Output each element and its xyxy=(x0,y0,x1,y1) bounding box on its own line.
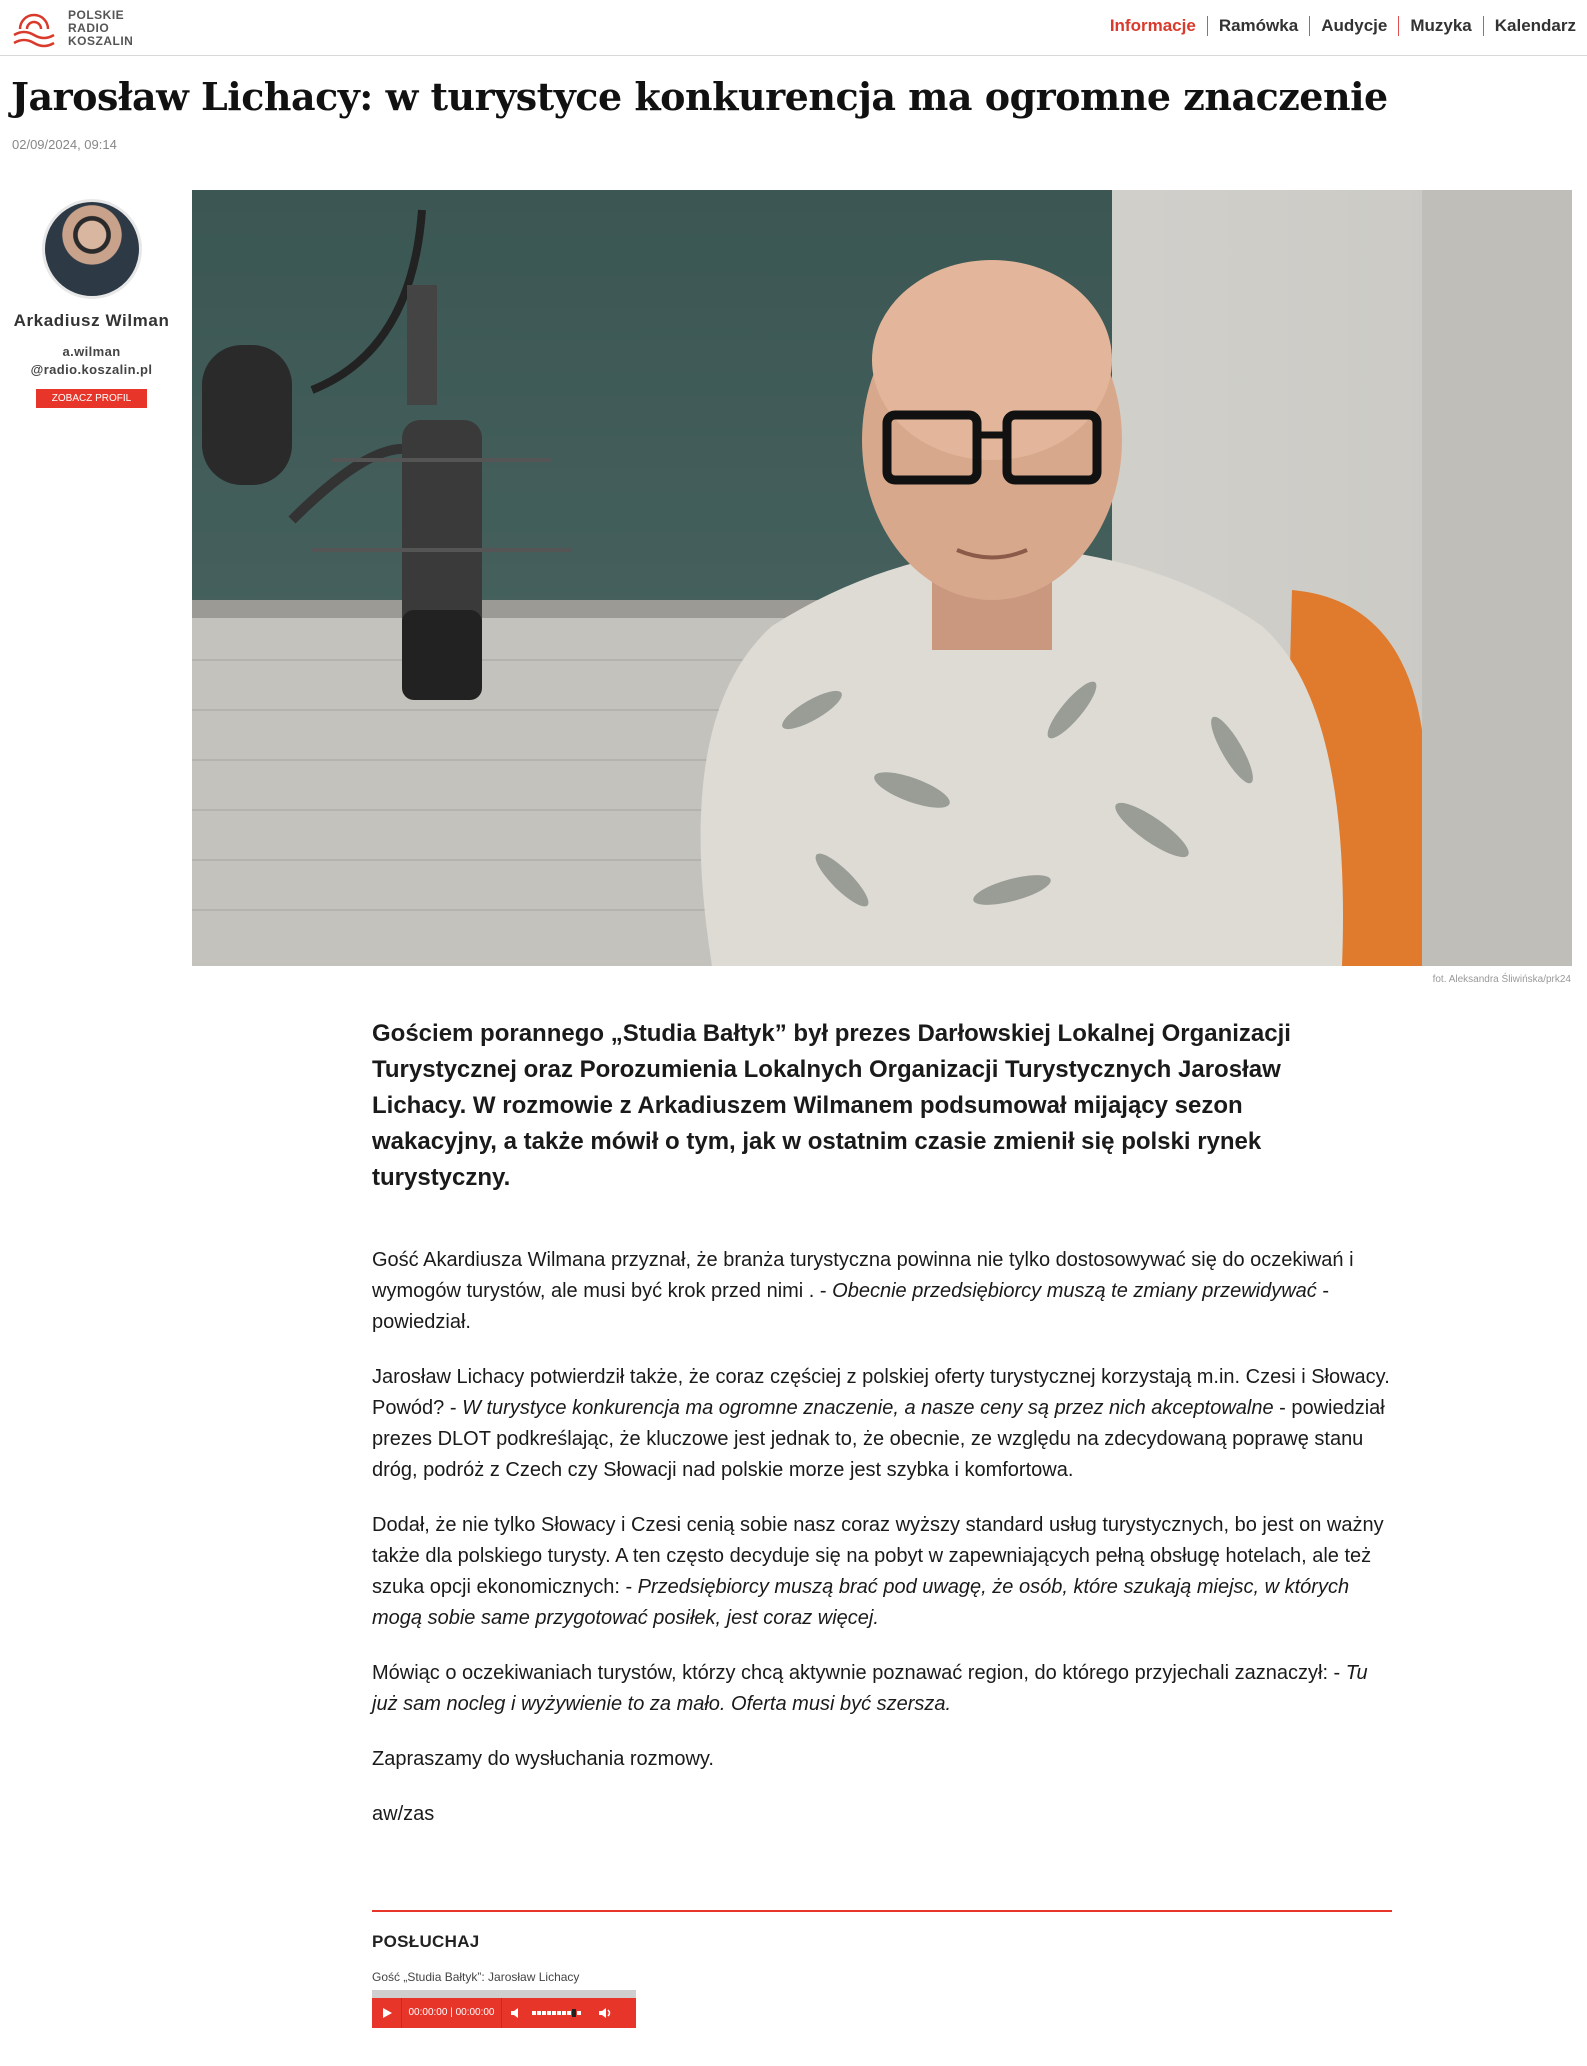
radio-logo-icon xyxy=(10,5,64,51)
nav-item-audycje[interactable]: Audycje xyxy=(1309,16,1398,36)
article-body xyxy=(372,1245,1392,1854)
paragraph-4 xyxy=(372,1658,1392,1720)
logo-line-2: RADIO xyxy=(68,20,110,35)
nav-item-muzyka[interactable]: Muzyka xyxy=(1398,16,1482,36)
view-profile-button[interactable]: ZOBACZ PROFIL xyxy=(36,389,147,408)
author-email xyxy=(0,343,183,379)
play-icon xyxy=(381,2007,393,2019)
photo-caption: fot. Aleksandra Śliwińska/prk24 xyxy=(1432,974,1571,985)
volume-max-icon xyxy=(598,2007,612,2019)
article-title: Jarosław Lichacy: w turystyce konkurencja ma ogromne znaczenie xyxy=(11,74,1388,119)
article-lead: Gościem porannego „Studia Bałtyk” był prezes Darłowskiej Lokalnej Organizacji Turystycznej oraz Porozumienia Lokalnych Organizacji Turystycznych Jarosław Lichacy. W rozmowie z Arkadiuszem Wilmanem podsumował mijający sezon wakacyjny, a także mówił o tym, jak w ostatnim czasie zmienił się polski rynek turystyczny. xyxy=(372,1020,1291,1191)
p1-text-b: - powiedział. xyxy=(372,1280,1329,1333)
audio-time: 00:00:00 | 00:00:00 xyxy=(402,1998,502,2028)
paragraph-5: Zapraszamy do wysłuchania rozmowy. xyxy=(372,1748,714,1770)
nav-item-informacje[interactable]: Informacje xyxy=(1109,16,1196,35)
paragraph-6: aw/zas xyxy=(372,1803,435,1825)
p4-text-a: Mówiąc o oczekiwaniach turystów, którzy chcą aktywnie poznawać region, do którego przyjechali zaznaczył: - xyxy=(372,1662,1346,1684)
p4-quote: Tu już sam nocleg i wyżywienie to za mało. Oferta musi być szersza. xyxy=(372,1662,1368,1715)
p1-quote: Obecnie przedsiębiorcy muszą te zmiany przewidywać xyxy=(832,1280,1317,1302)
audio-progress-bar[interactable] xyxy=(372,1990,636,1998)
author-email-line-2: @radio.koszalin.pl xyxy=(30,362,153,377)
site-header xyxy=(0,0,1587,56)
nav-item-kalendarz[interactable]: Kalendarz xyxy=(1483,16,1587,36)
paragraph-1 xyxy=(372,1245,1392,1338)
volume-icon xyxy=(510,2007,524,2019)
p2-text-a: Jarosław Lichacy potwierdził także, że coraz częściej z polskiej oferty turystycznej korzystają m.in. Czesi i Słowacy. Powód? - xyxy=(372,1366,1390,1419)
article-photo xyxy=(192,190,1572,966)
mute-button[interactable] xyxy=(502,1998,532,2028)
main-nav xyxy=(1099,16,1587,36)
volume-max-button[interactable] xyxy=(590,1998,620,2028)
p2-text-b: - powiedział prezes DLOT podkreślając, że kluczowe jest jednak to, że obecnie, ze względu na zdecydowaną poprawę stanu dróg, podróż z Czech czy Słowacji nad polskie morze jest szybka i komfortowa. xyxy=(372,1397,1385,1481)
audio-divider xyxy=(372,1910,1392,1912)
article-date: 02/09/2024, 09:14 xyxy=(12,137,117,152)
p3-text-a: Dodał, że nie tylko Słowacy i Czesi cenią sobie nasz coraz wyższy standard usług turystycznych, bo jest on ważny także dla polskiego turysty. A ten często decyduje się na pobyt w zapewniających pełną obsługę hotelach, ale też szuka opcji ekonomicznych: - xyxy=(372,1514,1384,1598)
studio-photo-illustration xyxy=(192,190,1572,966)
audio-track-title: Gość „Studia Bałtyk”: Jarosław Lichacy xyxy=(372,1970,580,1984)
audio-player xyxy=(372,1998,636,2028)
p1-text-a: Gość Akardiusza Wilmana przyznał, że branża turystyczna powinna nie tylko dostosowywać się do oczekiwań i wymogów turystów, ale musi być krok przed nimi . - xyxy=(372,1249,1354,1302)
paragraph-2 xyxy=(372,1362,1392,1486)
volume-slider[interactable] xyxy=(532,2010,590,2016)
author-avatar[interactable] xyxy=(42,199,142,299)
site-logo[interactable] xyxy=(10,5,133,51)
logo-line-1: POLSKIE xyxy=(68,7,125,22)
nav-item-ramowka[interactable]: Ramówka xyxy=(1207,16,1309,36)
p2-quote: W turystyce konkurencja ma ogromne znaczenie, a nasze ceny są przez nich akceptowalne xyxy=(462,1397,1274,1419)
logo-wordmark xyxy=(68,9,133,48)
author-card xyxy=(0,199,183,408)
logo-line-3: KOSZALIN xyxy=(68,33,134,48)
author-email-line-1: a.wilman xyxy=(62,344,121,359)
listen-heading: POSŁUCHAJ xyxy=(372,1932,480,1951)
p3-quote: Przedsiębiorcy muszą brać pod uwagę, że osób, które szukają miejsc, w których mogą sobie same przygotować posiłek, jest coraz więcej. xyxy=(372,1576,1350,1629)
play-button[interactable] xyxy=(372,1998,402,2028)
author-name: Arkadiusz Wilman xyxy=(13,311,170,330)
paragraph-3 xyxy=(372,1510,1392,1634)
